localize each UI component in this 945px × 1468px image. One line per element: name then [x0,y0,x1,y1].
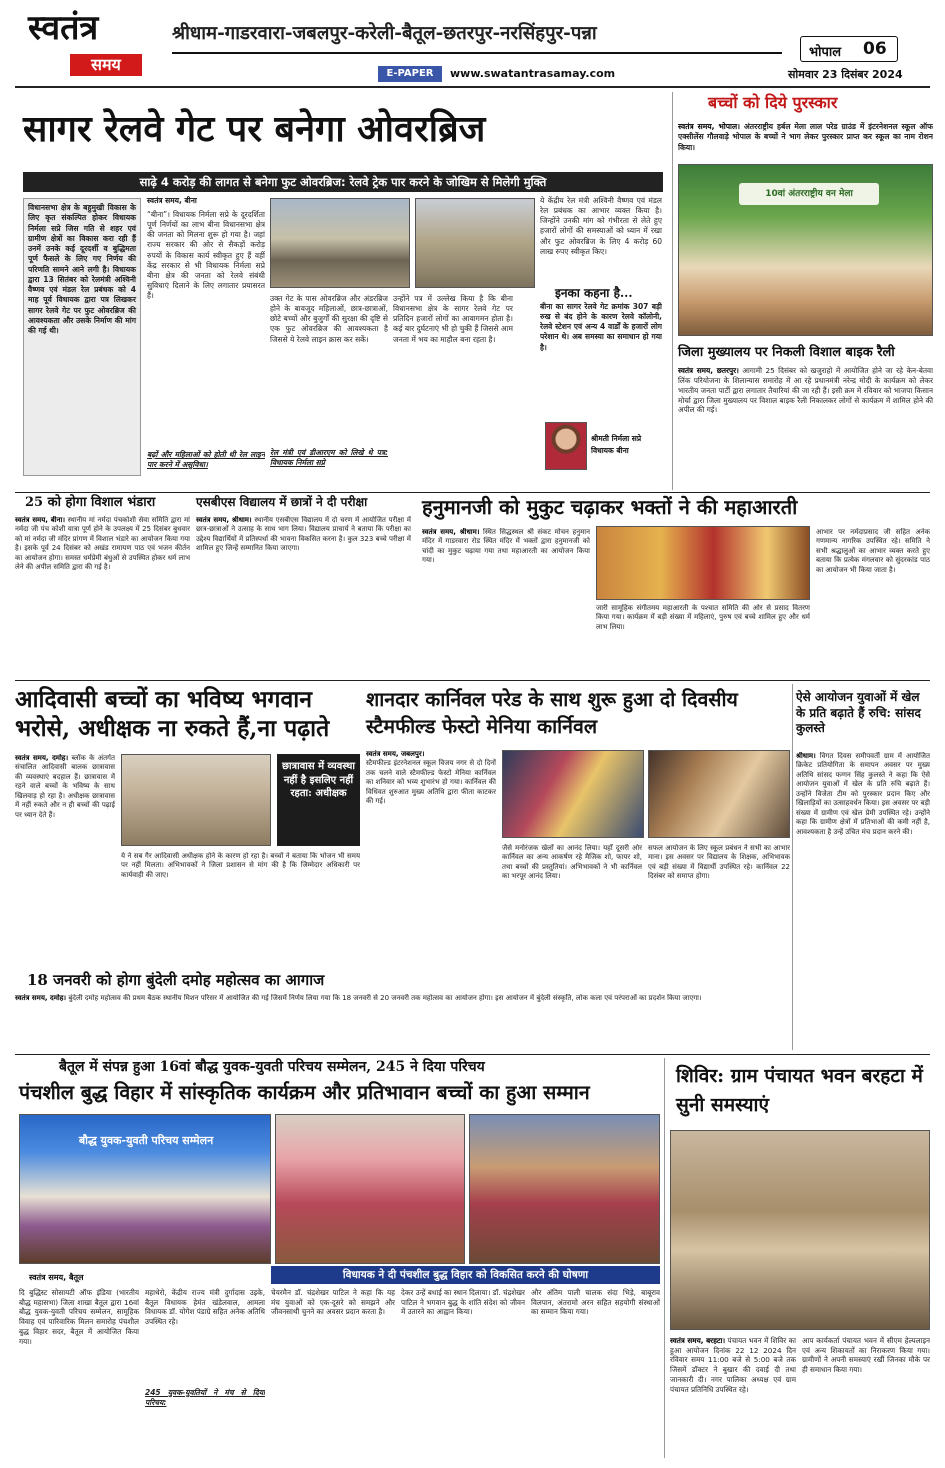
buddh-col3: चेयरमैन डॉ. चंद्रशेखर पाटिल ने कहा कि यह मंच युवाओं को एक-दूसरे को समझने और जीवनसाथी चुनने का अवसर प्रदान करता है। [271,1288,395,1317]
tribal-callout [277,754,360,846]
bhandara-text: स्थानीय मां नर्मदा पंचकोशी सेवा समिति द्वारा मां नर्मदा जी पंच कोशी यात्रा पूर्ण होने के उपलक्ष्य में 25 दिसंबर बुधवार को मां नर्मदा जी मंदिर प्रांगण में विशाल भंडारे का आयोजन किया गया है। इसके पूर्व 24 दिसंबर को अखंड रामायण पाठ एवं भजन कीर्तन का आयोजन होगा। समस्त धर्मप्रेमी बंधुओं से उपस्थित होकर धर्म लाभ लेने की अपील समिति द्वारा की गई है। [15,516,190,572]
lead-rail-photo [270,198,410,288]
tribal-callout-text: छात्रावास में व्यवस्था नहीं है इसलिए नहीं रहता: अधीक्षक [281,761,355,799]
section-rule-3 [15,1054,930,1055]
tribal-text1: ब्लॉक के अंतर्गत संचालित आदिवासी बालक छात्रावास की व्यवस्थाएं बदहाल हैं। छात्रावास में रहने वाले बच्चों के भविष्य के साथ खिलवाड़ हो रहा है। अधीक्षक छात्रावास में नहीं रुकते और न ही बच्चों की पढ़ाई पर ध्यान देते हैं। [15,754,115,819]
bhandara-wrap [15,516,190,674]
camp-byline: स्वतंत्र समय, बरहटा। [670,1336,726,1345]
lead-quote-name: श्रीमती निर्मला सप्रे [591,434,642,443]
buddh-col4: देकर उन्हें बधाई का स्थान दिलाया। डॉ. चंद्रशेखर पाटिल ने भगवान बुद्ध के शांति संदेश को जीवन में उतारने का आह्वान किया। [401,1288,525,1317]
youth-story [796,690,930,1050]
hanuman-photo [596,526,810,600]
youth-byline: श्रीधाम। [796,752,816,760]
carnival-col2: जैसे मनोरंजक खेलों का आनंद लिया। यहाँ दूसरी ओर कार्निवल का अन्य आकर्षण रहे मैजिक शो, फायर शो, तथा बच्चों की प्रस्तुतियां। अभिभावकों ने भी कार्निवल का भरपूर आनंद लिया। [502,844,642,881]
sbias-text: स्थानीय एसबीएस विद्यालय में दो चरण में आयोजित परीक्षा में छात्र-छात्राओं ने उत्साह के साथ भाग लिया। विद्यालय प्राचार्य ने बताया कि परीक्षा का उद्देश्य विद्यार्थियों में प्रतिस्पर्धा की भावना विकसित करना है। कुल 323 बच्चे परीक्षा में शामिल हुए जिन्हें सम्मानित किया जाएगा। [196,516,411,553]
sbias-title: एसबीएस विद्यालय में छात्रों ने दी परीक्षा [196,495,368,509]
bundeli-text: बुंदेली दमोह महोत्सव की प्रथम बैठक स्थानीय मिशन परिसर में आयोजित की गई जिसमें निर्णय लिया गया कि 18 जनवरी से 20 जनवरी तक महोत्सव का आयोजन होगा। इस आयोजन में बुंदेली संस्कृति, लोक कला एवं परंपराओं का प्रदर्शन किया जाएगा। [68,994,702,1002]
buddh-caption-bar: विधायक ने दी पंचशील बुद्ध विहार को विकसित करने की घोषणा [271,1266,660,1284]
awards-title: बच्चों को दिये पुरस्कार [708,93,838,112]
bundeli-byline: स्वतंत्र समय, दमोह। [15,994,67,1002]
buddh-photo-3 [469,1114,660,1264]
lead-quote-title: इनका कहना है... [555,286,633,300]
carnival-title: शानदार कार्निवल परेड के साथ शुरू हुआ दो दिवसीय स्टैमफील्ड फेस्टो मेनिया कार्निवल [366,688,738,739]
lead-headline: सागर रेलवे गेट पर बनेगा ओवरब्रिज [23,108,486,150]
camp-title: शिविर: ग्राम पंचायत भवन बरहटा में सुनी समस्याएं [676,1065,923,1116]
lead-photo-caption: बढ़ों और महिलाओं को होती थी रेल लाइन पार करने में असुविधा। [147,450,265,470]
rally-title: जिला मुख्यालय पर निकली विशाल बाइक रैली [678,345,895,360]
buddh-col2: महाथेरो, केंद्रीय राज्य मंत्री दुर्गादास उइके, बैतूल विधायक हेमंत खंडेलवाल, आमला विधायक डॉ. योगेश पंडाग्रे सहित अनेक अतिथि उपस्थित रहे। [145,1288,265,1327]
carnival-col1: स्टैमफील्ड इंटरनेशनल स्कूल विजय नगर से दो दिनों तक चलने वाले स्टैमफील्ड फेस्टो मेनिया कार्निवल का शनिवार को भव्य शुभारंभ हो गया। कार्निवल की विधिवत शुरुआत मुख्य अतिथि द्वारा फीता काटकर की गई। [366,759,496,806]
carnival-photo-1 [502,750,644,838]
sbias-byline: स्वतंत्र समय, श्रीधाम। [196,516,252,524]
logo [28,10,158,76]
camp-photo [670,1130,930,1330]
bundeli-title: 18 जनवरी को होगा बुंदेली दमोह महोत्सव का आगाज [27,971,325,989]
hanuman-col2: जारी सामूहिक संगीतमय महाआरती के पश्चात समिति की ओर से प्रसाद वितरण किया गया। कार्यक्रम में बड़ी संख्या में महिलाएं, पुरुष एवं बच्चे शामिल हुए और धर्म लाभ लिया। [596,604,810,631]
awards-banner: 10वां अंतरराष्ट्रीय वन मेला [739,183,879,205]
lead-col4: ये केंद्रीय रेल मंत्री अश्विनी वैष्णव एवं मंडल रेल प्रबंधक का आभार व्यक्त किया है। जिन्होंने उनकी मांग को गंभीरता से लेते हुए हजारों लोगों की समस्याओं को ध्यान में रखा और फुट ओवरब्रिज के लिए 4 करोड़ 60 लाख रुपए स्वीकृत किए। [540,196,662,256]
lead-col2-caption: रेल मंत्री एवं डीआरएम को लिखे थे पत्र: विधायक निर्मला सप्रे [270,448,388,468]
cities-strip [172,16,782,54]
camp-text: पंचायत भवन में शिविर का हुआ आयोजन दिनांक 22 12 2024 दिन रविवार समय 11:00 बजे से 5:00 बजे तक जिसमें डॉक्टर ने बुखार की दवाई दी तथा जानकारी दी। नगर पालिका अध्यक्ष एवं ग्राम पंचायत प्रतिनिधि उपस्थित रहे। [670,1336,796,1394]
lead-col1: “बीना”। विधायक निर्मला सप्रे के दूरदर्शिता पूर्ण निर्णयों का लाभ बीना विधानसभा क्षेत्र की जनता को मिलना शुरू हो गया है। जहां राज्य सरकार की ओर से सैकड़ों करोड़ रुपयों के विकास कार्य स्वीकृत हुए हैं वहीं केंद्र सरकार से भी विधायक निर्मला सप्रे बीना क्षेत्र की जनता को रेलवे संबंधी सुविधाएं दिलाने के लिए लगातार प्रयासरत हैं। [147,210,265,300]
masthead-rule [15,86,930,88]
hanuman-byline: स्वतंत्र समय, श्रीधाम। [422,528,480,536]
masthead [0,0,945,88]
section-rule-2 [15,680,930,681]
awards-text: अंतरराष्ट्रीय हर्बल मेला लाल परेड ग्राउंड में इंटरनेशनल स्कूल ऑफ एक्सीलेंस गौलवाड़े भोपाल के बच्चों ने भाग लेकर पुरस्कार प्राप्त कर स्कूल का नाम रोशन किया। [678,122,933,152]
lead-col3: उन्होंने पत्र में उल्लेख किया है कि बीना विधानसभा क्षेत्र के सागर रेलवे गेट पर प्रतिदिन हजारों लोगों का आवागमन होता है। कई बार दुर्घटनाएं भी हो चुकी हैं जिससे आम जनता में भय का माहौल बना रहता है। [393,294,513,344]
bhandara-byline: स्वतंत्र समय, बीना। [15,516,65,524]
website[interactable]: www.swatantrasamay.com [450,67,616,80]
youth-title: ऐसे आयोजन युवाओं में खेल के प्रति बढ़ाते हैं रुचि: सांसद कुलस्ते [796,690,921,736]
awards-byline: स्वतंत्र समय, भोपाल। [678,122,741,131]
lead-quote-role: विधायक बीना [591,446,629,455]
buddh-col1: दि बुद्धिस्ट सोसायटी ऑफ इंडिया (भारतीय बौद्ध महासभा) जिला शाखा बैतूल द्वारा 16वां बौद्ध युवक-युवती परिचय सम्मेलन, सामूहिक विवाह एवं पारिवारिक मिलन समारोह पंचशील बुद्ध विहार सदर, बैतूल में आयोजित किया गया। [19,1288,139,1346]
awards-text-wrap [678,122,933,162]
awards-story [678,94,933,340]
buddh-kicker: बैतूल में संपन्न हुआ 16वां बौद्ध युवक-युवती परिचय सम्मेलन, 245 ने दिया परिचय [59,1059,485,1075]
buddh-title: पंचशील बुद्ध विहार में सांस्कृतिक कार्यक्रम और प्रतिभावान बच्चों का हुआ सम्मान [19,1081,590,1104]
sbias-story [196,496,411,676]
logo-bottom: समय [70,54,142,76]
rally-story [678,346,933,488]
hanuman-col1-wrap [422,528,590,670]
bundeli-wrap [15,994,790,1048]
camp-wrap [670,1336,796,1456]
lead-story [15,92,665,492]
page-number: 06 [863,39,887,59]
buddh-photo-2 [275,1114,465,1264]
camp-text2: आप कार्यकर्ता पंचायत भवन में सीएम हेल्पलाइन एवं अन्य शिकायतों का निराकरण किया गया। ग्रामीणों ने अपनी समस्याएं रखीं जिनका मौके पर ही समाधान किया गया। [802,1336,930,1375]
lead-quote: बीना का सागर रेलवे गेट क्रमांक 307 बड़ी रुख से बंद होने के कारण रेलवे कॉलोनी, रेलवे स्टेशन एवं अन्य 4 वार्डों के हजारों लोग परेशान थे। अब समस्या का समाधान हो गया है। [540,302,662,352]
lead-subhead: साढ़े 4 करोड़ की लागत से बनेगा फुट ओवरब्रिज: रेलवे ट्रेक पार करने के जोखिम से मिलेगी मुक्ति [23,172,663,192]
youth-wrap [796,752,930,1048]
bhandara-title: 25 को होगा विशाल भंडारा [25,495,156,510]
buddh-photo-1 [19,1114,271,1264]
buddh-sub: 245 युवक-युवतियों ने मंच से दिया परिचय: [145,1388,265,1408]
cities: श्रीधाम-गाडरवारा-जबलपुर-करेली-बैतूल-छतरपुर-नरसिंहपुर-पन्ना [172,23,597,44]
lead-byline: स्वतंत्र समय, बीना [147,196,197,205]
carnival-story [366,684,790,968]
epaper-badge: E-PAPER [378,66,442,82]
column-divider-right [672,92,673,490]
lead-col2: उक्त गेट के पास ओवरब्रिज और अंडरब्रिज होने के बावजूद महिलाओं, छात्र-छात्राओं, छोटे बच्चों और बुजुर्गों की सुरक्षा की दृष्टि से एक फुट ओवरब्रिज की आवश्यकता है जिससे ये रेलवे लाइन क्रास कर सकें। [270,294,388,344]
bundeli-story [15,972,790,1050]
section-rule-1 [15,492,930,493]
bhandara-story [15,496,190,676]
awards-photo [678,164,933,336]
logo-top: स्वतंत्र [28,8,99,48]
column-divider-youth [792,684,793,1050]
rally-text: आगामी 25 दिसंबर को खजुराहो में आयोजित होने जा रहे केन-बेतवा लिंक परियोजना के शिलान्यास समारोह में आ रहे प्रधानमंत्री नरेन्द्र मोदी के कार्यक्रम को लेकर भारतीय जनता पार्टी द्वारा लगातार तैयारियां की जा रही हैं। इसी क्रम में रविवार को भाजपा किसान मोर्चा द्वारा जिला मुख्यालय पर विशाल बाइक रैली निकालकर लोगों से कार्यक्रम में शामिल होने की अपील की गई। [678,366,933,415]
carnival-col1-wrap [366,750,496,964]
edition: भोपाल [809,45,842,60]
tribal-title: आदिवासी बच्चों का भविष्य भगवान भरोसे, अधीक्षक ना रुकते हैं,ना पढ़ाते [15,686,330,742]
carnival-col3: सफल आयोजन के लिए स्कूल प्रबंधन ने सभी का आभार माना। इस अवसर पर विद्यालय के शिक्षक, अभिभावक एवं बड़ी संख्या में विद्यार्थी उपस्थित रहे। कार्निवल 22 दिसंबर को समाप्त होगा। [648,844,790,881]
hanuman-col3: आभार पर नर्मदाप्रसाद जी सहित अनेक गणमान्य नागरिक उपस्थित रहे। समिति ने सभी श्रद्धालुओं का आभार व्यक्त करते हुए बताया कि प्रत्येक मंगलवार को सुंदरकांड पाठ का आयोजन भी किया जाता है। [816,528,930,574]
youth-text: विगत दिवस समीपवर्ती ग्राम में आयोजित क्रिकेट प्रतियोगिता के समापन अवसर पर मुख्य अतिथि सांसद फग्गन सिंह कुलस्ते ने कहा कि ऐसे आयोजन युवाओं में खेल के प्रति रुचि बढ़ाते हैं। उन्होंने विजेता टीम को पुरस्कार प्रदान किए और खिलाड़ियों का उत्साहवर्धन किया। इस अवसर पर बड़ी संख्या में ग्रामीण एवं खेल प्रेमी उपस्थित रहे। उन्होंने कहा कि ग्रामीण क्षेत्रों में प्रतिभाओं की कमी नहीं है, आवश्यकता है उन्हें उचित मंच प्रदान करने की। [796,752,930,836]
rally-byline: स्वतंत्र समय, छतरपुर। [678,366,739,375]
buddh-story [15,1058,660,1458]
hanuman-title: हनुमानजी को मुकुट चढ़ाकर भक्तों ने की महाआरती [422,495,798,519]
column-divider-camp [664,1058,665,1458]
tribal-byline: स्वतंत्र समय, दमोह। [15,754,69,762]
edition-box [800,36,898,62]
tribal-text1-wrap [15,754,115,964]
hanuman-story [418,496,930,676]
tribal-story [15,684,360,968]
issue-date: सोमवार 23 दिसंबर 2024 [788,68,903,81]
carnival-byline: स्वतंत्र समय, जबलपुर। [366,750,425,758]
buddh-photo-banner: बौद्ध युवक-युवती परिचय सम्मेलन [78,1134,214,1147]
sbias-wrap [196,516,411,674]
buddh-byline: स्वतंत्र समय, बैतूल [29,1273,84,1282]
lead-left-box: विधानसभा क्षेत्र के बहुमुखी विकास के लिए कृत संकल्पित होकर विधायक निर्मला सप्रे जिस गति से शहर एवं ग्रामीण क्षेत्रों का विकास करा रही हैं उनमें उनके कई दूरदर्शी व बुद्धिमता पूर्ण फैसले के लिए गए निर्णय की परिणति सामने आने लगी है। विधायक द्वारा 13 सितंबर को रेलमंत्री अश्विनी वैष्णव एवं मंडल रेल प्रबंधक को 4 माह पूर्व विधायक द्वारा पत्र लिखकर सागर रेलवे गेट पर फुट ओवरब्रिज की आवश्यकता और उसके निर्माण की मांग की गई थी। [23,198,141,476]
lead-gate-photo [415,198,535,288]
buddh-col5: और अंतिम पाली चालक संदा भिड़े, बाबूराव विलपान, अंतरामो अरन सहित सहयोगी संस्थाओं का सम्मान किया गया। [531,1288,660,1317]
tribal-photo [121,754,271,846]
rally-text-wrap [678,366,933,486]
tribal-text2: ये ने सब गैर आदिवासी अधीक्षक होने के कारण हो रहा है। बच्चों ने बताया कि भोजन भी समय पर नहीं मिलता। अभिभावकों ने जिला प्रशासन से मांग की है कि जिम्मेदार अधिकारी पर कार्यवाही की जाए। [121,852,360,879]
hanuman-col1: स्थित सिद्धस्थल श्री संकट मोचन हनुमान मंदिर में गाडरवारा रोड स्थित मंदिर में भक्तों द्वारा हनुमानजी को चांदी का मुकुट चढ़ाया गया तथा महाआरती का आयोजन किया गया। [422,528,590,565]
lead-quote-photo [545,422,587,470]
camp-story [670,1060,930,1458]
carnival-photo-2 [648,750,790,838]
